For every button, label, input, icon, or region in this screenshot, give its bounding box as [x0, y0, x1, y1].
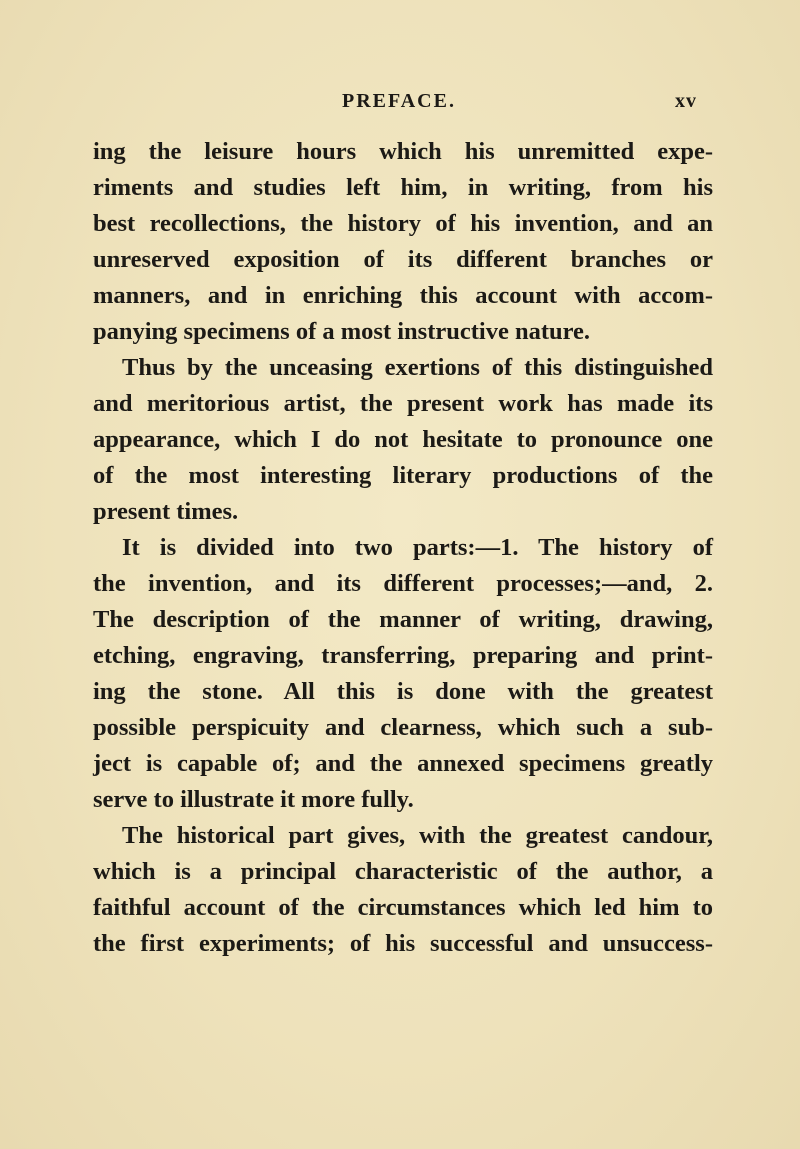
- text-line: The historical part gives, with the greatest candour,: [122, 822, 713, 849]
- text-line: of the most interesting literary productions of the: [93, 462, 713, 489]
- text-line: ing the stone. All this is done with the greatest: [93, 678, 713, 705]
- text-line: present times.: [93, 498, 239, 525]
- text-line: unreserved exposition of its different branches or: [93, 246, 713, 273]
- text-line: and meritorious artist, the present work has made its: [93, 390, 713, 417]
- text-line: ject is capable of; and the annexed specimens greatly: [93, 750, 713, 777]
- text-line: The description of the manner of writing, drawing,: [93, 606, 713, 633]
- text-line: panying specimens of a most instructive nature.: [93, 318, 591, 345]
- text-line: which is a principal characteristic of the author, a: [93, 858, 713, 885]
- text-line: Thus by the unceasing exertions of this distinguished: [122, 354, 713, 381]
- running-header: [0, 86, 800, 116]
- text-line: ing the leisure hours which his unremitted expe-: [93, 138, 713, 165]
- text-line: the first experiments; of his successful and unsuccess-: [93, 930, 713, 957]
- text-line: manners, and in enriching this account with accom-: [93, 282, 713, 309]
- text-line: It is divided into two parts:—1. The history of: [122, 534, 713, 561]
- text-line: appearance, which I do not hesitate to pronounce one: [93, 426, 713, 453]
- text-line: possible perspicuity and clearness, which such a sub-: [93, 714, 713, 741]
- text-line: the invention, and its different processes;—and, 2.: [93, 570, 713, 597]
- body-text: [93, 134, 713, 962]
- text-line: etching, engraving, transferring, preparing and print-: [93, 642, 713, 669]
- header-title: PREFACE.: [342, 90, 456, 112]
- page-number: xv: [675, 90, 697, 112]
- text-line: riments and studies left him, in writing, from his: [93, 174, 713, 201]
- text-line: serve to illustrate it more fully.: [93, 786, 414, 813]
- text-line: best recollections, the history of his invention, and an: [93, 210, 713, 237]
- text-line: faithful account of the circumstances which led him to: [93, 894, 713, 921]
